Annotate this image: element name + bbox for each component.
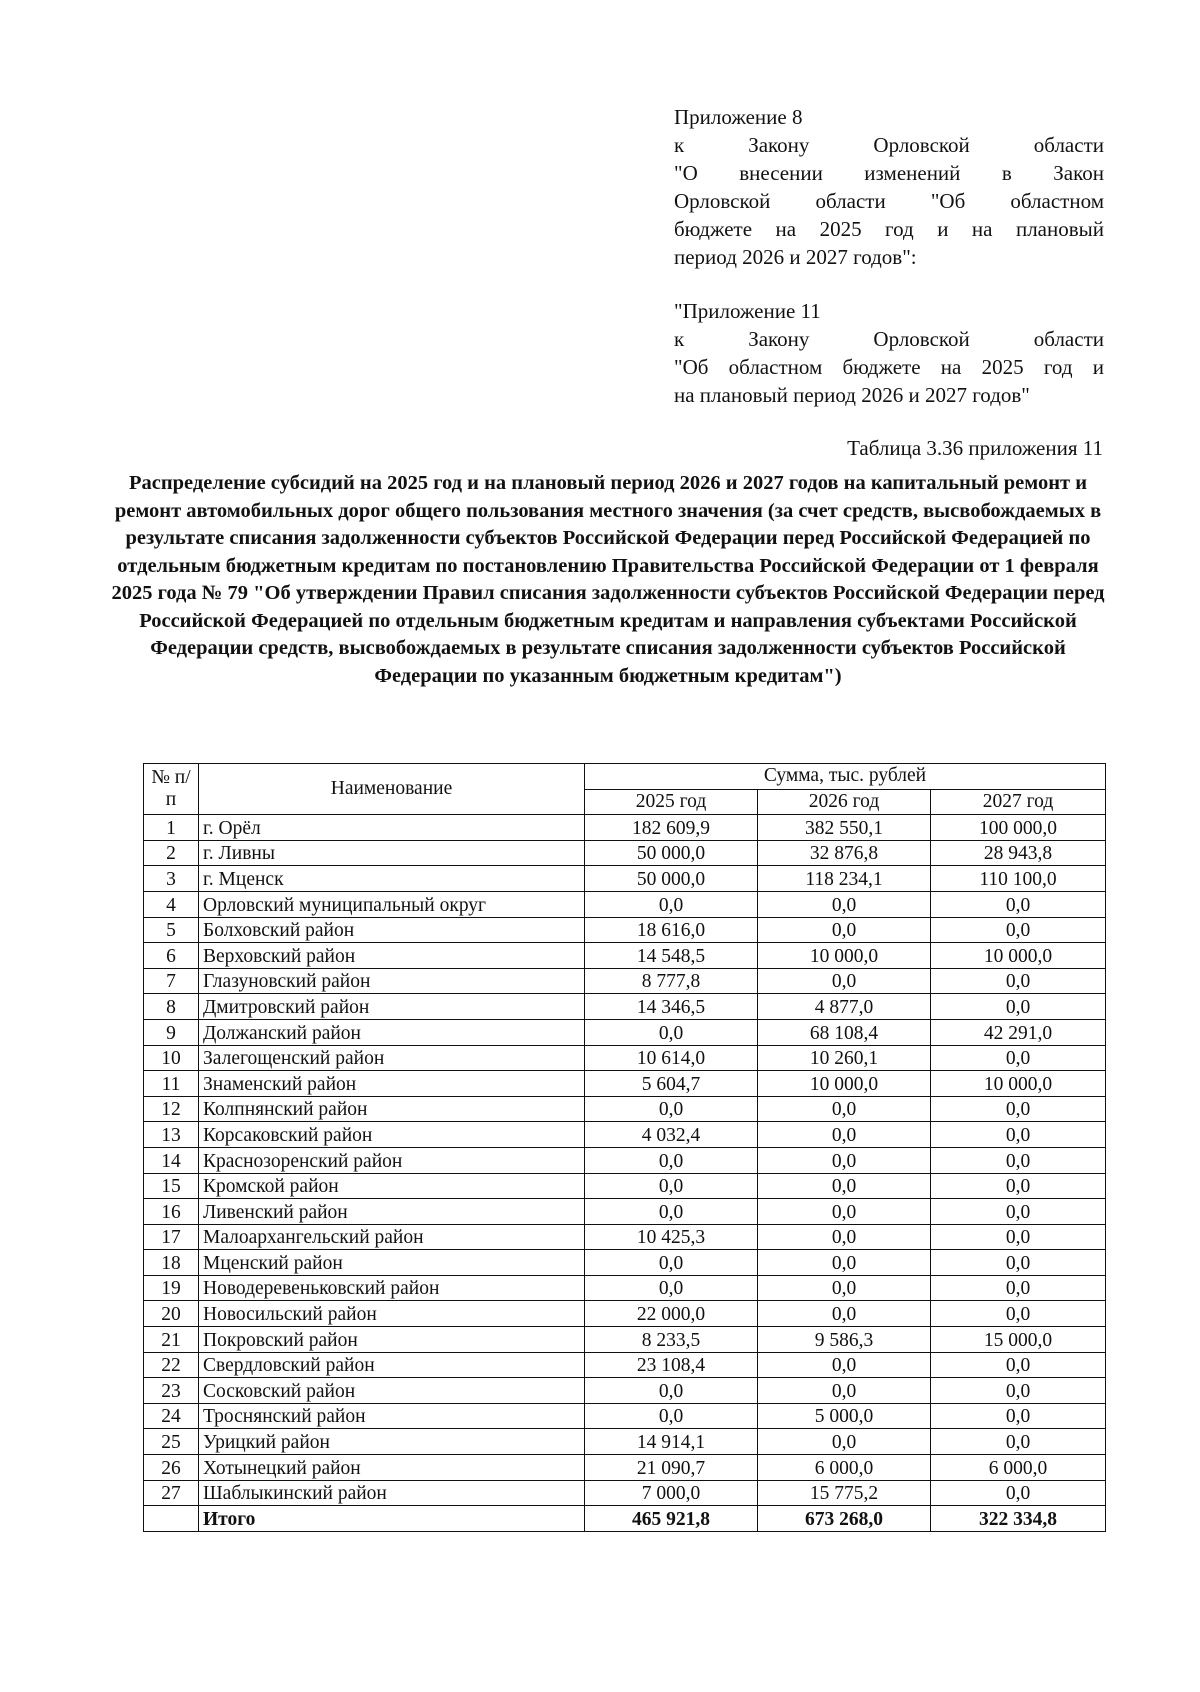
row-number: 6 bbox=[144, 943, 199, 969]
row-name: Должанский район bbox=[199, 1019, 585, 1045]
row-value-2026: 118 234,1 bbox=[758, 866, 931, 892]
row-name: Колпнянский район bbox=[199, 1096, 585, 1122]
row-value-2026: 6 000,0 bbox=[758, 1455, 931, 1481]
row-name: г. Мценск bbox=[199, 866, 585, 892]
row-name: Знаменский район bbox=[199, 1071, 585, 1097]
row-value-2027: 0,0 bbox=[931, 1403, 1106, 1429]
row-value-2027: 0,0 bbox=[931, 1352, 1106, 1378]
total-row bbox=[144, 1506, 1106, 1532]
row-name: Глазуновский район bbox=[199, 968, 585, 994]
row-value-2025: 0,0 bbox=[585, 1147, 758, 1173]
row-value-2026: 0,0 bbox=[758, 1378, 931, 1404]
row-name: Корсаковский район bbox=[199, 1122, 585, 1148]
total-2025: 465 921,8 bbox=[585, 1506, 758, 1532]
row-value-2026: 10 000,0 bbox=[758, 1071, 931, 1097]
row-value-2027: 0,0 bbox=[931, 1250, 1106, 1276]
row-value-2026: 0,0 bbox=[758, 1199, 931, 1225]
table-row bbox=[144, 1096, 1106, 1122]
table-row bbox=[144, 1147, 1106, 1173]
row-value-2025: 0,0 bbox=[585, 1096, 758, 1122]
row-number: 22 bbox=[144, 1352, 199, 1378]
table-row bbox=[144, 943, 1106, 969]
row-value-2025: 4 032,4 bbox=[585, 1122, 758, 1148]
row-value-2025: 0,0 bbox=[585, 1403, 758, 1429]
row-value-2027: 0,0 bbox=[931, 1480, 1106, 1506]
table-row bbox=[144, 1301, 1106, 1327]
row-value-2026: 0,0 bbox=[758, 1173, 931, 1199]
table-row bbox=[144, 1455, 1106, 1481]
row-number: 15 bbox=[144, 1173, 199, 1199]
row-value-2025: 0,0 bbox=[585, 1199, 758, 1225]
row-value-2027: 0,0 bbox=[931, 994, 1106, 1020]
row-value-2026: 0,0 bbox=[758, 968, 931, 994]
row-value-2026: 15 775,2 bbox=[758, 1480, 931, 1506]
row-value-2027: 15 000,0 bbox=[931, 1327, 1106, 1353]
header-2025: 2025 год bbox=[585, 789, 758, 815]
row-value-2025: 21 090,7 bbox=[585, 1455, 758, 1481]
appendix-header-line: к Закону Орловской области bbox=[674, 133, 1104, 157]
appendix-header-line: период 2026 и 2027 годов": bbox=[674, 245, 917, 269]
row-number: 3 bbox=[144, 866, 199, 892]
row-value-2026: 382 550,1 bbox=[758, 815, 931, 841]
appendix-header-line: "О внесении изменений в Закон bbox=[674, 161, 1104, 185]
table-reference: Таблица 3.36 приложения 11 bbox=[847, 436, 1103, 460]
row-value-2025: 0,0 bbox=[585, 1173, 758, 1199]
row-number: 14 bbox=[144, 1147, 199, 1173]
table-body bbox=[144, 815, 1106, 1532]
row-value-2026: 0,0 bbox=[758, 1096, 931, 1122]
row-value-2026: 0,0 bbox=[758, 1250, 931, 1276]
table-row bbox=[144, 891, 1106, 917]
row-value-2027: 10 000,0 bbox=[931, 1071, 1106, 1097]
row-number: 13 bbox=[144, 1122, 199, 1148]
row-value-2025: 0,0 bbox=[585, 891, 758, 917]
appendix-header-line: Приложение 8 bbox=[674, 105, 803, 129]
row-value-2027: 0,0 bbox=[931, 1301, 1106, 1327]
row-name: Кромской район bbox=[199, 1173, 585, 1199]
row-value-2025: 14 914,1 bbox=[585, 1429, 758, 1455]
row-number: 24 bbox=[144, 1403, 199, 1429]
row-value-2026: 68 108,4 bbox=[758, 1019, 931, 1045]
row-value-2026: 9 586,3 bbox=[758, 1327, 931, 1353]
row-value-2027: 0,0 bbox=[931, 968, 1106, 994]
table-row bbox=[144, 1019, 1106, 1045]
row-number: 10 bbox=[144, 1045, 199, 1071]
row-value-2025: 50 000,0 bbox=[585, 840, 758, 866]
row-number: 2 bbox=[144, 840, 199, 866]
row-name: Орловский муниципальный округ bbox=[199, 891, 585, 917]
table-row bbox=[144, 1378, 1106, 1404]
row-number: 11 bbox=[144, 1071, 199, 1097]
row-name: Болховский район bbox=[199, 917, 585, 943]
row-number: 23 bbox=[144, 1378, 199, 1404]
row-value-2025: 23 108,4 bbox=[585, 1352, 758, 1378]
row-value-2027: 0,0 bbox=[931, 1224, 1106, 1250]
row-number: 1 bbox=[144, 815, 199, 841]
row-name: Верховский район bbox=[199, 943, 585, 969]
table-row bbox=[144, 840, 1106, 866]
row-value-2026: 0,0 bbox=[758, 1429, 931, 1455]
row-value-2026: 0,0 bbox=[758, 917, 931, 943]
row-number: 7 bbox=[144, 968, 199, 994]
row-value-2026: 0,0 bbox=[758, 1352, 931, 1378]
table-row bbox=[144, 968, 1106, 994]
row-name: Сосковский район bbox=[199, 1378, 585, 1404]
row-value-2027: 10 000,0 bbox=[931, 943, 1106, 969]
row-number: 9 bbox=[144, 1019, 199, 1045]
row-value-2025: 8 777,8 bbox=[585, 968, 758, 994]
table-row bbox=[144, 1352, 1106, 1378]
row-name: Хотынецкий район bbox=[199, 1455, 585, 1481]
row-value-2025: 0,0 bbox=[585, 1275, 758, 1301]
header-2026: 2026 год bbox=[758, 789, 931, 815]
row-name: г. Орёл bbox=[199, 815, 585, 841]
row-value-2027: 0,0 bbox=[931, 1173, 1106, 1199]
table-row bbox=[144, 866, 1106, 892]
header-sum: Сумма, тыс. рублей bbox=[585, 764, 1106, 790]
row-number: 8 bbox=[144, 994, 199, 1020]
row-number: 26 bbox=[144, 1455, 199, 1481]
row-name: Новосильский район bbox=[199, 1301, 585, 1327]
row-value-2025: 18 616,0 bbox=[585, 917, 758, 943]
row-number: 19 bbox=[144, 1275, 199, 1301]
appendix-header bbox=[674, 103, 1104, 271]
row-value-2026: 32 876,8 bbox=[758, 840, 931, 866]
table-row bbox=[144, 1224, 1106, 1250]
row-value-2027: 42 291,0 bbox=[931, 1019, 1106, 1045]
row-name: Покровский район bbox=[199, 1327, 585, 1353]
row-value-2026: 0,0 bbox=[758, 1147, 931, 1173]
row-value-2026: 5 000,0 bbox=[758, 1403, 931, 1429]
total-2027: 322 334,8 bbox=[931, 1506, 1106, 1532]
row-value-2027: 0,0 bbox=[931, 1147, 1106, 1173]
row-value-2026: 4 877,0 bbox=[758, 994, 931, 1020]
row-name: г. Ливны bbox=[199, 840, 585, 866]
row-value-2027: 0,0 bbox=[931, 1378, 1106, 1404]
original-header-line: к Закону Орловской области bbox=[674, 327, 1104, 351]
row-number: 27 bbox=[144, 1480, 199, 1506]
row-value-2027: 0,0 bbox=[931, 891, 1106, 917]
row-number: 20 bbox=[144, 1301, 199, 1327]
table-row bbox=[144, 917, 1106, 943]
appendix-header-line: бюджете на 2025 год и на плановый bbox=[674, 217, 1104, 241]
row-name: Новодеревеньковский район bbox=[199, 1275, 585, 1301]
row-number: 16 bbox=[144, 1199, 199, 1225]
row-name: Урицкий район bbox=[199, 1429, 585, 1455]
row-value-2026: 0,0 bbox=[758, 891, 931, 917]
table-row bbox=[144, 1429, 1106, 1455]
original-header-line: на плановый период 2026 и 2027 годов" bbox=[674, 383, 1030, 407]
table-row bbox=[144, 1403, 1106, 1429]
row-value-2027: 28 943,8 bbox=[931, 840, 1106, 866]
row-value-2027: 0,0 bbox=[931, 1199, 1106, 1225]
row-name: Дмитровский район bbox=[199, 994, 585, 1020]
row-value-2025: 0,0 bbox=[585, 1378, 758, 1404]
total-2026: 673 268,0 bbox=[758, 1506, 931, 1532]
row-value-2026: 0,0 bbox=[758, 1224, 931, 1250]
document-title: Распределение субсидий на 2025 год и на плановый период 2026 и 2027 годов на капитальный ремонт и ремонт автомобильных дорог общего пользования местного значения (за счет средств, высвобождаемых в результате списания задолженности субъектов Российской Федерации перед Российской Федерацией по отдельным бюджетным кредитам по постановлению Правительства Российской Федерации от 1 февраля 2025 года № 79 "Об утверждении Правил списания задолженности субъектов Российской Федерации перед Российской Федерацией по отдельным бюджетным кредитам и направления субъектами Российской Федерации средств, высвобождаемых в результате списания задолженности субъектов Российской Федерации по указанным бюджетным кредитам") bbox=[111, 472, 1105, 687]
table-row bbox=[144, 1122, 1106, 1148]
row-value-2025: 0,0 bbox=[585, 1019, 758, 1045]
original-appendix-header bbox=[674, 297, 1104, 409]
row-value-2026: 10 000,0 bbox=[758, 943, 931, 969]
row-value-2027: 0,0 bbox=[931, 1045, 1106, 1071]
table-row bbox=[144, 1327, 1106, 1353]
row-value-2025: 14 548,5 bbox=[585, 943, 758, 969]
table-row bbox=[144, 1071, 1106, 1097]
header-name: Наименование bbox=[199, 764, 585, 815]
row-value-2025: 7 000,0 bbox=[585, 1480, 758, 1506]
original-header-line: "Приложение 11 bbox=[674, 299, 821, 323]
row-name: Малоархангельский район bbox=[199, 1224, 585, 1250]
table-row bbox=[144, 1480, 1106, 1506]
row-value-2025: 5 604,7 bbox=[585, 1071, 758, 1097]
row-value-2025: 8 233,5 bbox=[585, 1327, 758, 1353]
row-value-2027: 0,0 bbox=[931, 917, 1106, 943]
row-value-2026: 10 260,1 bbox=[758, 1045, 931, 1071]
row-name: Мценский район bbox=[199, 1250, 585, 1276]
row-name: Краснозоренский район bbox=[199, 1147, 585, 1173]
row-value-2027: 110 100,0 bbox=[931, 866, 1106, 892]
table-row bbox=[144, 1250, 1106, 1276]
row-value-2027: 0,0 bbox=[931, 1275, 1106, 1301]
header-2027: 2027 год bbox=[931, 789, 1106, 815]
row-value-2027: 0,0 bbox=[931, 1429, 1106, 1455]
row-value-2027: 0,0 bbox=[931, 1096, 1106, 1122]
row-number: 17 bbox=[144, 1224, 199, 1250]
row-value-2026: 0,0 bbox=[758, 1122, 931, 1148]
row-value-2025: 182 609,9 bbox=[585, 815, 758, 841]
row-number: 25 bbox=[144, 1429, 199, 1455]
row-name: Шаблыкинский район bbox=[199, 1480, 585, 1506]
row-number: 21 bbox=[144, 1327, 199, 1353]
row-number: 12 bbox=[144, 1096, 199, 1122]
row-value-2026: 0,0 bbox=[758, 1275, 931, 1301]
row-value-2025: 22 000,0 bbox=[585, 1301, 758, 1327]
row-value-2027: 100 000,0 bbox=[931, 815, 1106, 841]
row-number: 5 bbox=[144, 917, 199, 943]
row-number: 18 bbox=[144, 1250, 199, 1276]
row-value-2027: 6 000,0 bbox=[931, 1455, 1106, 1481]
total-number-cell bbox=[144, 1506, 199, 1532]
row-name: Свердловский район bbox=[199, 1352, 585, 1378]
row-value-2025: 10 614,0 bbox=[585, 1045, 758, 1071]
table-row bbox=[144, 1199, 1106, 1225]
row-number: 4 bbox=[144, 891, 199, 917]
table-row bbox=[144, 994, 1106, 1020]
row-value-2025: 50 000,0 bbox=[585, 866, 758, 892]
header-number: № п/п bbox=[144, 764, 199, 815]
total-label: Итого bbox=[199, 1506, 585, 1532]
table-row bbox=[144, 815, 1106, 841]
subsidy-table bbox=[143, 763, 1106, 1532]
original-header-line: "Об областном бюджете на 2025 год и bbox=[674, 355, 1104, 379]
row-name: Ливенский район bbox=[199, 1199, 585, 1225]
table-row bbox=[144, 1275, 1106, 1301]
row-value-2025: 14 346,5 bbox=[585, 994, 758, 1020]
table-row bbox=[144, 1045, 1106, 1071]
row-name: Троснянский район bbox=[199, 1403, 585, 1429]
row-name: Залегощенский район bbox=[199, 1045, 585, 1071]
appendix-header-line: Орловской области "Об областном bbox=[674, 189, 1104, 213]
row-value-2025: 0,0 bbox=[585, 1250, 758, 1276]
row-value-2027: 0,0 bbox=[931, 1122, 1106, 1148]
table-row bbox=[144, 1173, 1106, 1199]
row-value-2026: 0,0 bbox=[758, 1301, 931, 1327]
row-value-2025: 10 425,3 bbox=[585, 1224, 758, 1250]
